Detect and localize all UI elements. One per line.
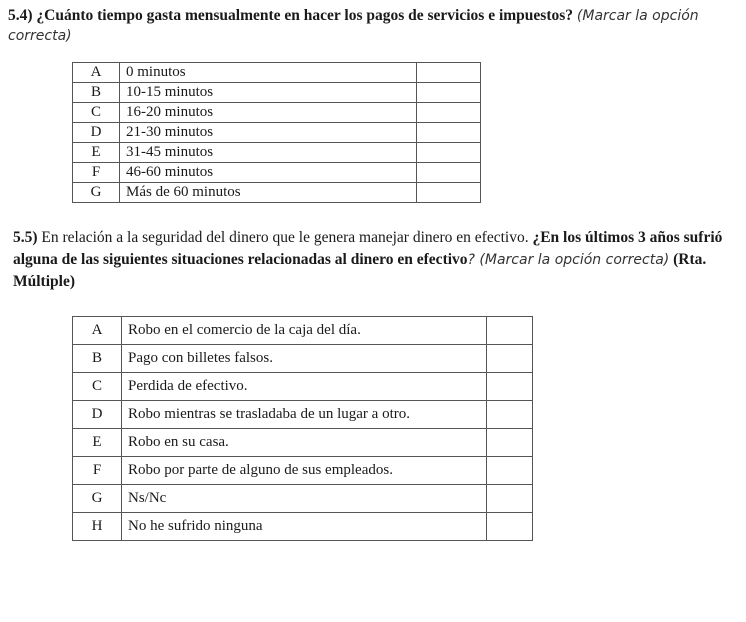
q55-option-row (73, 485, 533, 513)
option-answer-cell[interactable] (487, 401, 533, 429)
option-text: Ns/Nc (122, 485, 487, 513)
option-letter: F (73, 163, 120, 183)
option-letter: G (73, 485, 122, 513)
question-5-4 (8, 6, 738, 46)
option-text: 0 minutos (120, 63, 417, 83)
option-answer-cell[interactable] (487, 485, 533, 513)
question-5-5-multiple: (Rta. Múltiple) (13, 251, 707, 290)
q55-option-row (73, 373, 533, 401)
option-text: Robo en su casa. (122, 429, 487, 457)
option-text: Pago con billetes falsos. (122, 345, 487, 373)
option-answer-cell[interactable] (417, 183, 481, 203)
option-answer-cell[interactable] (487, 429, 533, 457)
q55-option-row (73, 457, 533, 485)
q55-option-row (73, 317, 533, 345)
question-5-4-instruction: (Marcar la opción correcta) (8, 8, 699, 44)
option-text: 10-15 minutos (120, 83, 417, 103)
options-table-5-4 (72, 62, 481, 203)
option-text: 16-20 minutos (120, 103, 417, 123)
q55-option-row (73, 345, 533, 373)
option-answer-cell[interactable] (487, 513, 533, 541)
option-text: 46-60 minutos (120, 163, 417, 183)
q54-option-row (73, 63, 481, 83)
option-letter: B (73, 83, 120, 103)
question-5-5-number: 5.5) (13, 229, 38, 246)
q54-option-row (73, 183, 481, 203)
option-text: Perdida de efectivo. (122, 373, 487, 401)
q55-option-row (73, 429, 533, 457)
options-table-5-5 (72, 316, 533, 541)
question-5-5-instruction: ? (Marcar la opción correcta) (467, 252, 670, 268)
question-5-5-intro: En relación a la seguridad del dinero que le genera manejar dinero en efectivo. (41, 229, 529, 246)
option-letter: C (73, 103, 120, 123)
q55-option-row (73, 513, 533, 541)
question-5-5-text: ¿En los últimos 3 años sufrió alguna de las siguientes situaciones relacionadas al dinero en efectivo (13, 229, 723, 268)
q55-option-row (73, 401, 533, 429)
option-answer-cell[interactable] (417, 163, 481, 183)
option-text: 21-30 minutos (120, 123, 417, 143)
question-5-4-number: 5.4) (8, 7, 33, 24)
q54-option-row (73, 103, 481, 123)
option-letter: B (73, 345, 122, 373)
option-answer-cell[interactable] (487, 457, 533, 485)
q54-option-row (73, 163, 481, 183)
option-letter: E (73, 429, 122, 457)
q54-option-row (73, 143, 481, 163)
option-letter: A (73, 63, 120, 83)
option-answer-cell[interactable] (417, 123, 481, 143)
option-text: Robo mientras se trasladaba de un lugar a otro. (122, 401, 487, 429)
option-answer-cell[interactable] (417, 103, 481, 123)
option-letter: H (73, 513, 122, 541)
option-letter: C (73, 373, 122, 401)
option-answer-cell[interactable] (487, 373, 533, 401)
option-answer-cell[interactable] (487, 317, 533, 345)
option-answer-cell[interactable] (417, 63, 481, 83)
option-text: Más de 60 minutos (120, 183, 417, 203)
option-letter: E (73, 143, 120, 163)
question-5-5 (13, 227, 738, 293)
option-letter: D (73, 401, 122, 429)
option-letter: A (73, 317, 122, 345)
option-answer-cell[interactable] (487, 345, 533, 373)
option-answer-cell[interactable] (417, 83, 481, 103)
option-text: 31-45 minutos (120, 143, 417, 163)
q54-option-row (73, 123, 481, 143)
option-letter: D (73, 123, 120, 143)
option-text: Robo en el comercio de la caja del día. (122, 317, 487, 345)
question-5-4-text: ¿Cuánto tiempo gasta mensualmente en hacer los pagos de servicios e impuestos? (36, 7, 574, 24)
option-letter: F (73, 457, 122, 485)
q54-option-row (73, 83, 481, 103)
option-text: Robo por parte de alguno de sus empleados. (122, 457, 487, 485)
option-text: No he sufrido ninguna (122, 513, 487, 541)
option-letter: G (73, 183, 120, 203)
option-answer-cell[interactable] (417, 143, 481, 163)
